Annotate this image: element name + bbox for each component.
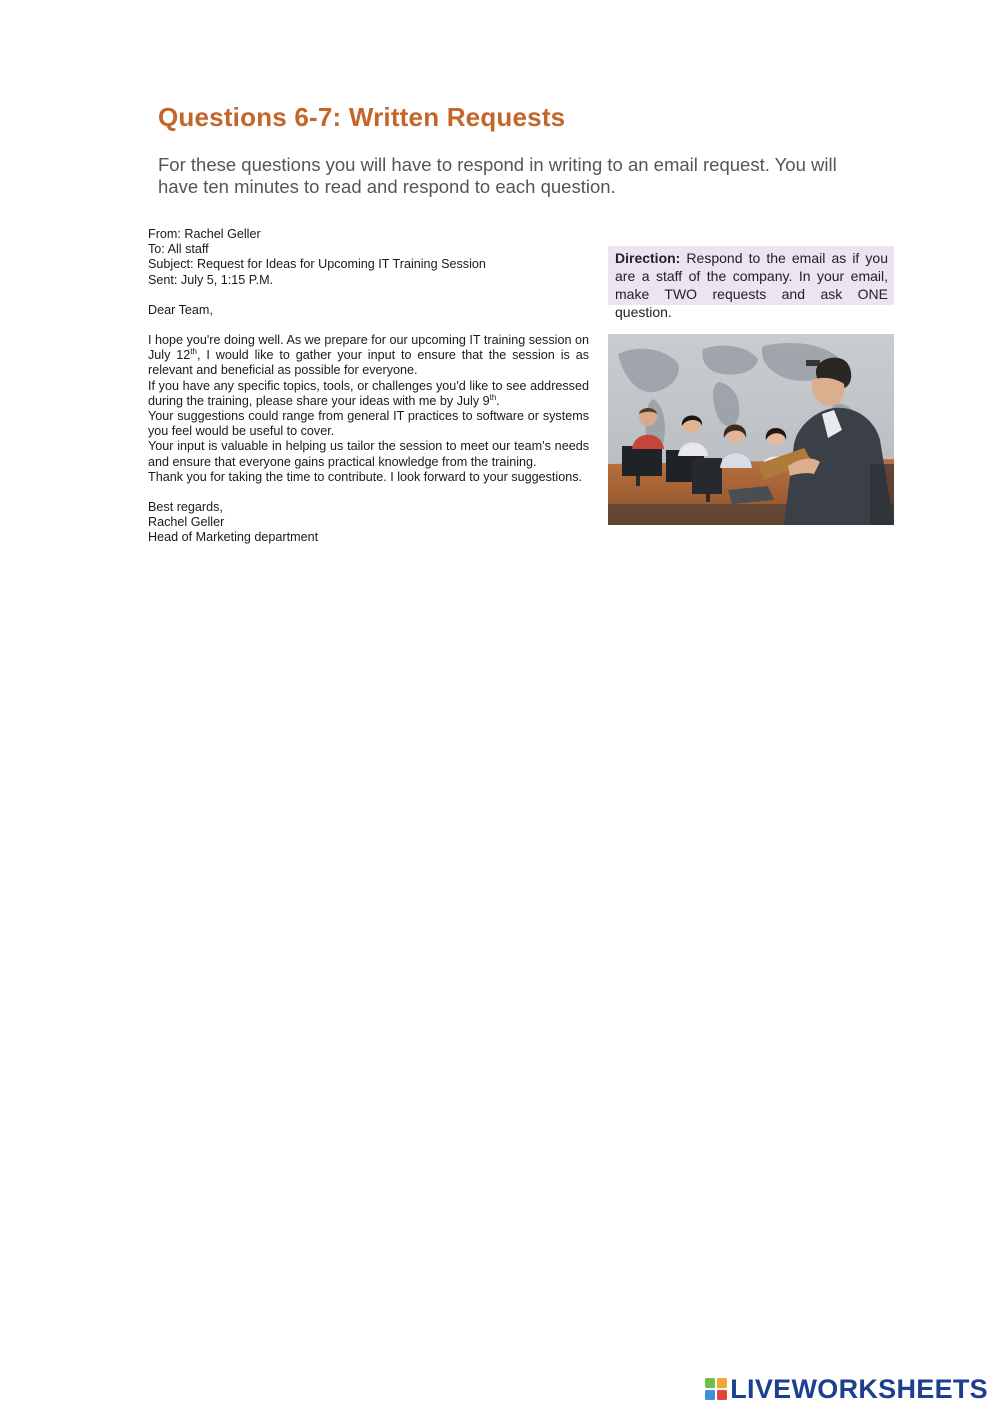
email-paragraph-5: Thank you for taking the time to contribute. I look forward to your suggestions. xyxy=(148,469,583,484)
liveworksheets-logo xyxy=(705,1374,988,1404)
email-paragraph-1 xyxy=(148,333,589,379)
training-photo xyxy=(608,334,894,525)
email-p1-text: I hope you're doing well. As we prepare for our upcoming IT training session on July 12 xyxy=(148,333,589,363)
email-greeting: Dear Team, xyxy=(148,302,213,317)
email-p1-sup: th xyxy=(190,347,197,357)
direction-box xyxy=(608,246,894,320)
email-body xyxy=(148,227,589,546)
direction-label: Direction: xyxy=(615,250,681,266)
email-to: To: All staff xyxy=(148,242,209,257)
direction-text: Respond to the email as if you are a staff of the company. In your email, make TWO requests and ask ONE question. xyxy=(615,250,888,320)
email-p1-text-cont: , I would like to gather your input to ensure that the session is as relevant and beneficial as possible for everyone. xyxy=(148,348,589,378)
email-sent: Sent: July 5, 1:15 P.M. xyxy=(148,272,274,287)
email-paragraph-4: Your input is valuable in helping us tailor the session to meet our team's needs and ensure that everyone gains practical knowledge from the training. xyxy=(148,439,589,469)
liveworksheets-logo-icon xyxy=(705,1378,727,1400)
email-paragraph-2 xyxy=(148,379,589,409)
page-title: Questions 6-7: Written Requests xyxy=(158,102,566,132)
email-subject: Subject: Request for Ideas for Upcoming IT Training Session xyxy=(148,257,486,272)
email-p2-text: If you have any specific topics, tools, or challenges you'd like to see addressed during the training, please share your ideas with me by July 9 xyxy=(148,378,589,408)
liveworksheets-logo-text: LIVEWORKSHEETS xyxy=(730,1373,988,1404)
email-from: From: Rachel Geller xyxy=(148,227,261,241)
email-p2-sup: th xyxy=(489,392,497,402)
email-signature-name: Rachel Geller xyxy=(148,515,225,530)
instructions-text: For these questions you will have to respond in writing to an email request. You will have ten minutes to read and respond to each question. xyxy=(158,154,837,197)
email-signature-title: Head of Marketing department xyxy=(148,530,319,545)
email-paragraph-3: Your suggestions could range from general IT practices to software or systems you feel would be useful to cover. xyxy=(148,409,589,439)
email-p2-text-cont: . xyxy=(496,393,500,408)
email-closing: Best regards, xyxy=(148,500,223,515)
